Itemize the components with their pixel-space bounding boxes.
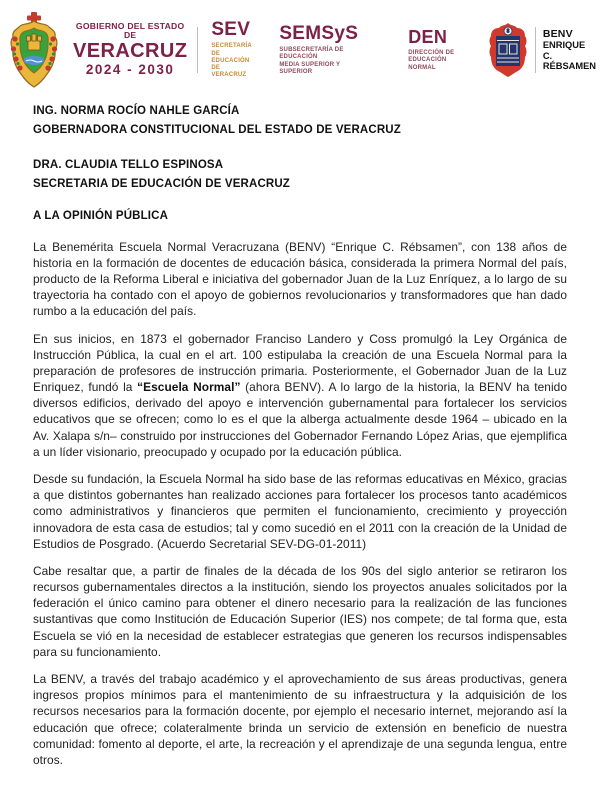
sev-subtitle-line2: DE EDUCACIÓN: [211, 50, 250, 64]
gobierno-logo-line3: 2024 - 2030: [85, 62, 175, 78]
den-subtitle-line2: EDUCACIÓN NORMAL: [408, 57, 447, 71]
paragraph-4: Cabe resaltar que, a partir de finales de la década de los 90s del siglo anterior se retiraron los recursos gubernamentales directos a la institución, siendo los proyectos anuales solicitados por la federación el único camino para obtener el dinero necesario para la realización de las funciones sustantivas que como Institución de Educación Superior (IES) nos compete; de tal forma que, esta Escuela se vió en la necesidad de establecer estrategias que generen los recursos indispensables para su funcionamiento.: [33, 564, 567, 659]
semsys-logo: [279, 24, 371, 76]
benv-logo: [543, 28, 596, 72]
header-divider: [535, 27, 536, 73]
paragraph-3: Desde su fundación, la Escuela Normal ha sido base de las reformas educativas en México, gracias a que distintos gobernantes han realizado acciones para fortalecer los procesos tanto académicos como administrativos y financieros que permiten el funcionamiento, crecimiento y proyección innovadora de esta casa de estudios; tal y como sucedió en el 2011 con la creación de la Unidad de Estudios de Posgrado. (Acuerdo Secretarial SEV-DG-01-2011): [33, 472, 567, 551]
paragraph-2-before: En sus inicios, en 1873 el gobernador Franciso Landero y Coss promulgó la Ley Orgánica de Instrucción Pública, la cual en el art. 100 estipulaba la creación de una Escuela Normal para la preparación de profesores de instrucción primaria. Posteriormente, el Gobernador Juan de la Luz Enriquez, fundó la: [33, 331, 567, 395]
paragraph-2: [33, 331, 567, 460]
recipient-title: GOBERNADORA CONSTITUCIONAL DEL ESTADO DE VERACRUZ: [33, 123, 401, 136]
veracruz-coat-of-arms-icon: [8, 12, 60, 88]
semsys-acronym: SEMSyS: [279, 23, 359, 45]
paragraph-2-bold: “Escuela Normal”: [137, 380, 241, 395]
gobierno-logo-line2: VERACRUZ: [73, 40, 188, 63]
document-header: [0, 0, 600, 88]
header-divider: [197, 27, 198, 73]
den-logo: [408, 28, 468, 72]
letter-body: [0, 88, 600, 768]
sev-subtitle-line3: DE VERACRUZ: [211, 65, 247, 79]
benv-acronym: BENV: [542, 27, 573, 40]
recipient-block-secretary: [33, 156, 567, 193]
benv-crest-icon: [489, 22, 527, 78]
sev-logo: [211, 20, 254, 79]
recipient-block-governor: [33, 102, 567, 139]
gobierno-logo-line1: GOBIERNO DEL ESTADO DE: [75, 21, 185, 41]
recipient-name: ING. NORMA ROCÍO NAHLE GARCÍA: [33, 105, 240, 117]
den-subtitle-line1: DIRECCIÓN DE: [408, 50, 455, 57]
benv-subtitle-line2: RÉBSAMEN: [542, 61, 597, 72]
semsys-subtitle-line1: SUBSECRETARÍA DE EDUCACIÓN: [279, 47, 344, 61]
den-acronym: DEN: [408, 27, 448, 48]
salutation: A LA OPINIÓN PÚBLICA: [33, 210, 169, 222]
semsys-subtitle-line2: MEDIA SUPERIOR Y SUPERIOR: [279, 61, 341, 75]
sev-acronym: SEV: [211, 19, 251, 41]
paragraph-1: La Benemérita Escuela Normal Veracruzana (BENV) “Enrique C. Rébsamen”, con 138 años de historia en la formación de docentes de educación básica, considerada la primera Normal del país, producto de la Reforma Liberal e iniciativa del gobernador Juan de la Luz Enríquez, a lo largo de su trayectoria ha contado con el apoyo de gobiernos revolucionarios y transformadores que han dado rumbo a la educación del país.: [33, 240, 567, 319]
paragraph-5: La BENV, a través del trabajo académico y el aprovechamiento de sus áreas productivas, genera ingresos propios mínimos para el mantenimiento de su infraestructura y la adquisición de los recursos necesarios para la formación docente, por ejemplo el necesario internet, mejorando así la educación que ofrece; colateralmente brinda un servicio de extensión en beneficio de nuestra comunidad: fomento al deporte, el arte, la recreación y el aprendizaje de una segunda lengua, entre otros.: [33, 672, 567, 767]
recipient-name: DRA. CLAUDIA TELLO ESPINOSA: [33, 159, 224, 171]
recipient-title: SECRETARIA DE EDUCACIÓN DE VERACRUZ: [33, 177, 290, 190]
benv-subtitle-line1: ENRIQUE C.: [542, 40, 586, 61]
paragraph-2-after: (ahora BENV). A lo largo de la historia, la BENV ha tenido diversos edificios, derivado del apoyo e intervención gubernamental para fortalecer los servicios educativos que se ofrecen; como lo es el que la alberga actualmente desde 1964 – ubicado en la Av. Xalapa s/n– construido por instrucciones del Gobernador Fernando López Arias, que ejemplifica a un líder visionario, preocupado y ocupado por la educación pública.: [33, 380, 567, 459]
sev-subtitle-line1: SECRETARÍA: [211, 43, 252, 50]
gobierno-veracruz-logo: [73, 22, 187, 77]
